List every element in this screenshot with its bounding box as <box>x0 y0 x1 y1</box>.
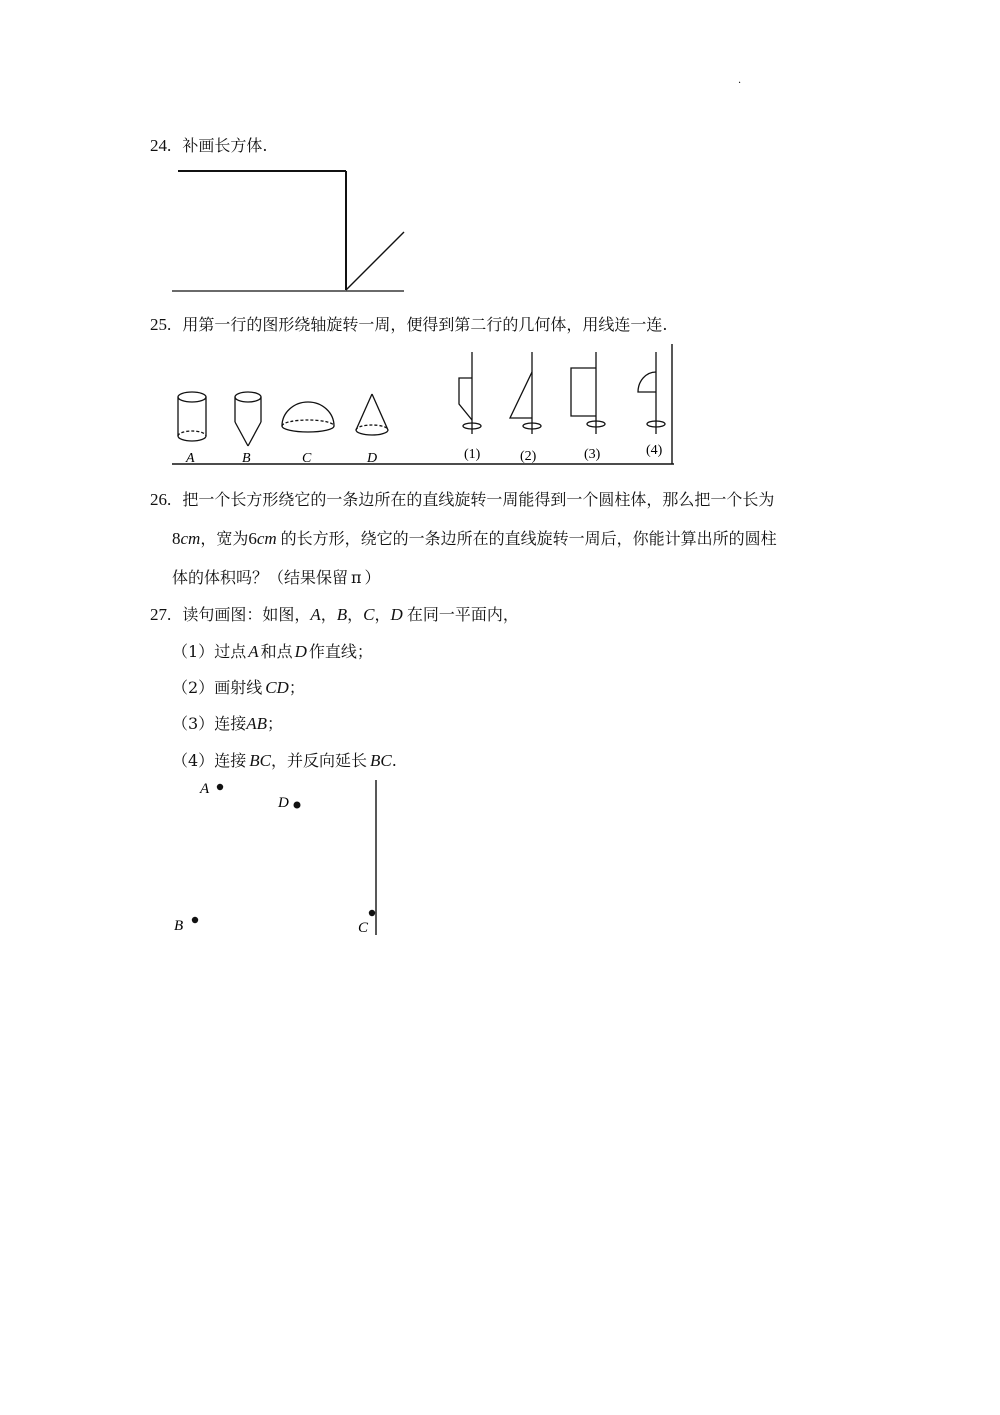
corner-mark: · <box>738 78 742 89</box>
point-c <box>369 910 375 916</box>
text-fragment: ； <box>288 678 305 697</box>
point-b-label: B <box>336 605 348 624</box>
shape-label-2: (2) <box>520 449 537 464</box>
point-d-label: D <box>390 605 403 624</box>
cylinder-cone-solid <box>235 392 261 446</box>
shape-label-4: (4) <box>646 443 663 458</box>
point-c-label: C <box>363 605 375 624</box>
rectangle-shape <box>571 352 605 434</box>
text-fragment: 体的体积吗？（结果保留 <box>172 568 349 587</box>
text-fragment: . <box>391 751 397 770</box>
shape-label-1: (1) <box>464 447 481 462</box>
segment-label: BC <box>249 751 271 770</box>
shape-label-3: (3) <box>584 447 601 462</box>
separator: ， <box>320 605 337 624</box>
pi-symbol: π <box>351 568 362 587</box>
trapezoid-shape <box>459 352 481 434</box>
text-fragment: 在同一平面内， <box>406 605 519 624</box>
separator: ， <box>347 605 364 624</box>
text-fragment: ； <box>266 714 283 733</box>
step-number: （4） <box>172 751 215 770</box>
step-2 <box>172 675 305 698</box>
quarter-circle-shape <box>638 352 665 434</box>
point-a <box>217 784 223 790</box>
ray-label: CD <box>265 678 289 697</box>
question-25 <box>150 312 667 335</box>
length-unit: cm <box>180 529 201 548</box>
point-a-label: A <box>310 605 321 624</box>
label-b: B <box>174 918 184 934</box>
width-value: 6 <box>248 529 257 548</box>
question-26-line3 <box>172 565 381 588</box>
point-a-label: A <box>248 642 259 661</box>
separator: ， <box>374 605 391 624</box>
text-fragment: 连接 <box>214 751 247 770</box>
width-unit: cm <box>256 529 277 548</box>
text-fragment: 画射线 <box>214 678 263 697</box>
point-b <box>192 917 198 923</box>
solid-label-a: A <box>186 451 195 466</box>
point-d <box>294 802 301 809</box>
cuboid-figure <box>172 165 408 295</box>
solid-label-b: B <box>242 451 251 466</box>
step-number: （2） <box>172 678 215 697</box>
question-number: 27. <box>150 605 172 624</box>
question-24 <box>150 133 267 156</box>
point-d-label: D <box>294 642 307 661</box>
question-26-line2 <box>172 526 777 549</box>
question-text: 用第一行的图形绕轴旋转一周，便得到第二行的几何体，用线连一连. <box>182 315 668 334</box>
text-fragment: 作直线； <box>308 642 373 661</box>
question-number: 25. <box>150 315 172 334</box>
rotation-figure <box>172 342 677 470</box>
text-fragment: 连接 <box>214 714 247 733</box>
step-number: （3） <box>172 714 215 733</box>
segment-label: BC <box>369 751 392 770</box>
text-fragment: 读句画图：如图， <box>182 605 311 624</box>
cylinder-solid <box>178 392 206 441</box>
diagonal-edge <box>346 232 404 290</box>
question-text: 补画长方体. <box>182 136 268 155</box>
text-fragment: 过点 <box>214 642 247 661</box>
cone-solid <box>356 394 388 435</box>
points-figure <box>170 775 385 940</box>
hemisphere-solid <box>282 402 334 432</box>
label-d: D <box>278 795 289 811</box>
text-fragment: 和点 <box>260 642 293 661</box>
question-27 <box>150 602 519 625</box>
question-number: 24. <box>150 136 172 155</box>
length-value: 8 <box>172 529 181 548</box>
step-3 <box>172 711 283 734</box>
text-fragment: ，宽为 <box>200 529 249 548</box>
solid-label-d: D <box>367 451 378 466</box>
question-number: 26. <box>150 490 172 509</box>
question-26 <box>150 487 774 510</box>
label-c: C <box>358 920 369 936</box>
text-fragment: 的长方形，绕它的一条边所在的直线旋转一周后，你能计算出所的圆柱 <box>280 529 777 548</box>
triangle-shape <box>510 352 541 434</box>
step-4 <box>172 748 397 771</box>
segment-label: AB <box>246 714 267 733</box>
solid-label-c: C <box>302 451 312 466</box>
text-fragment: ） <box>364 568 381 587</box>
question-text-line1: 把一个长方形绕它的一条边所在的直线旋转一周能得到一个圆柱体，那么把一个长为 <box>182 490 775 509</box>
text-fragment: ，并反向延长 <box>270 751 367 770</box>
step-number: （1） <box>172 642 215 661</box>
step-1 <box>172 639 373 662</box>
label-a: A <box>200 781 210 797</box>
